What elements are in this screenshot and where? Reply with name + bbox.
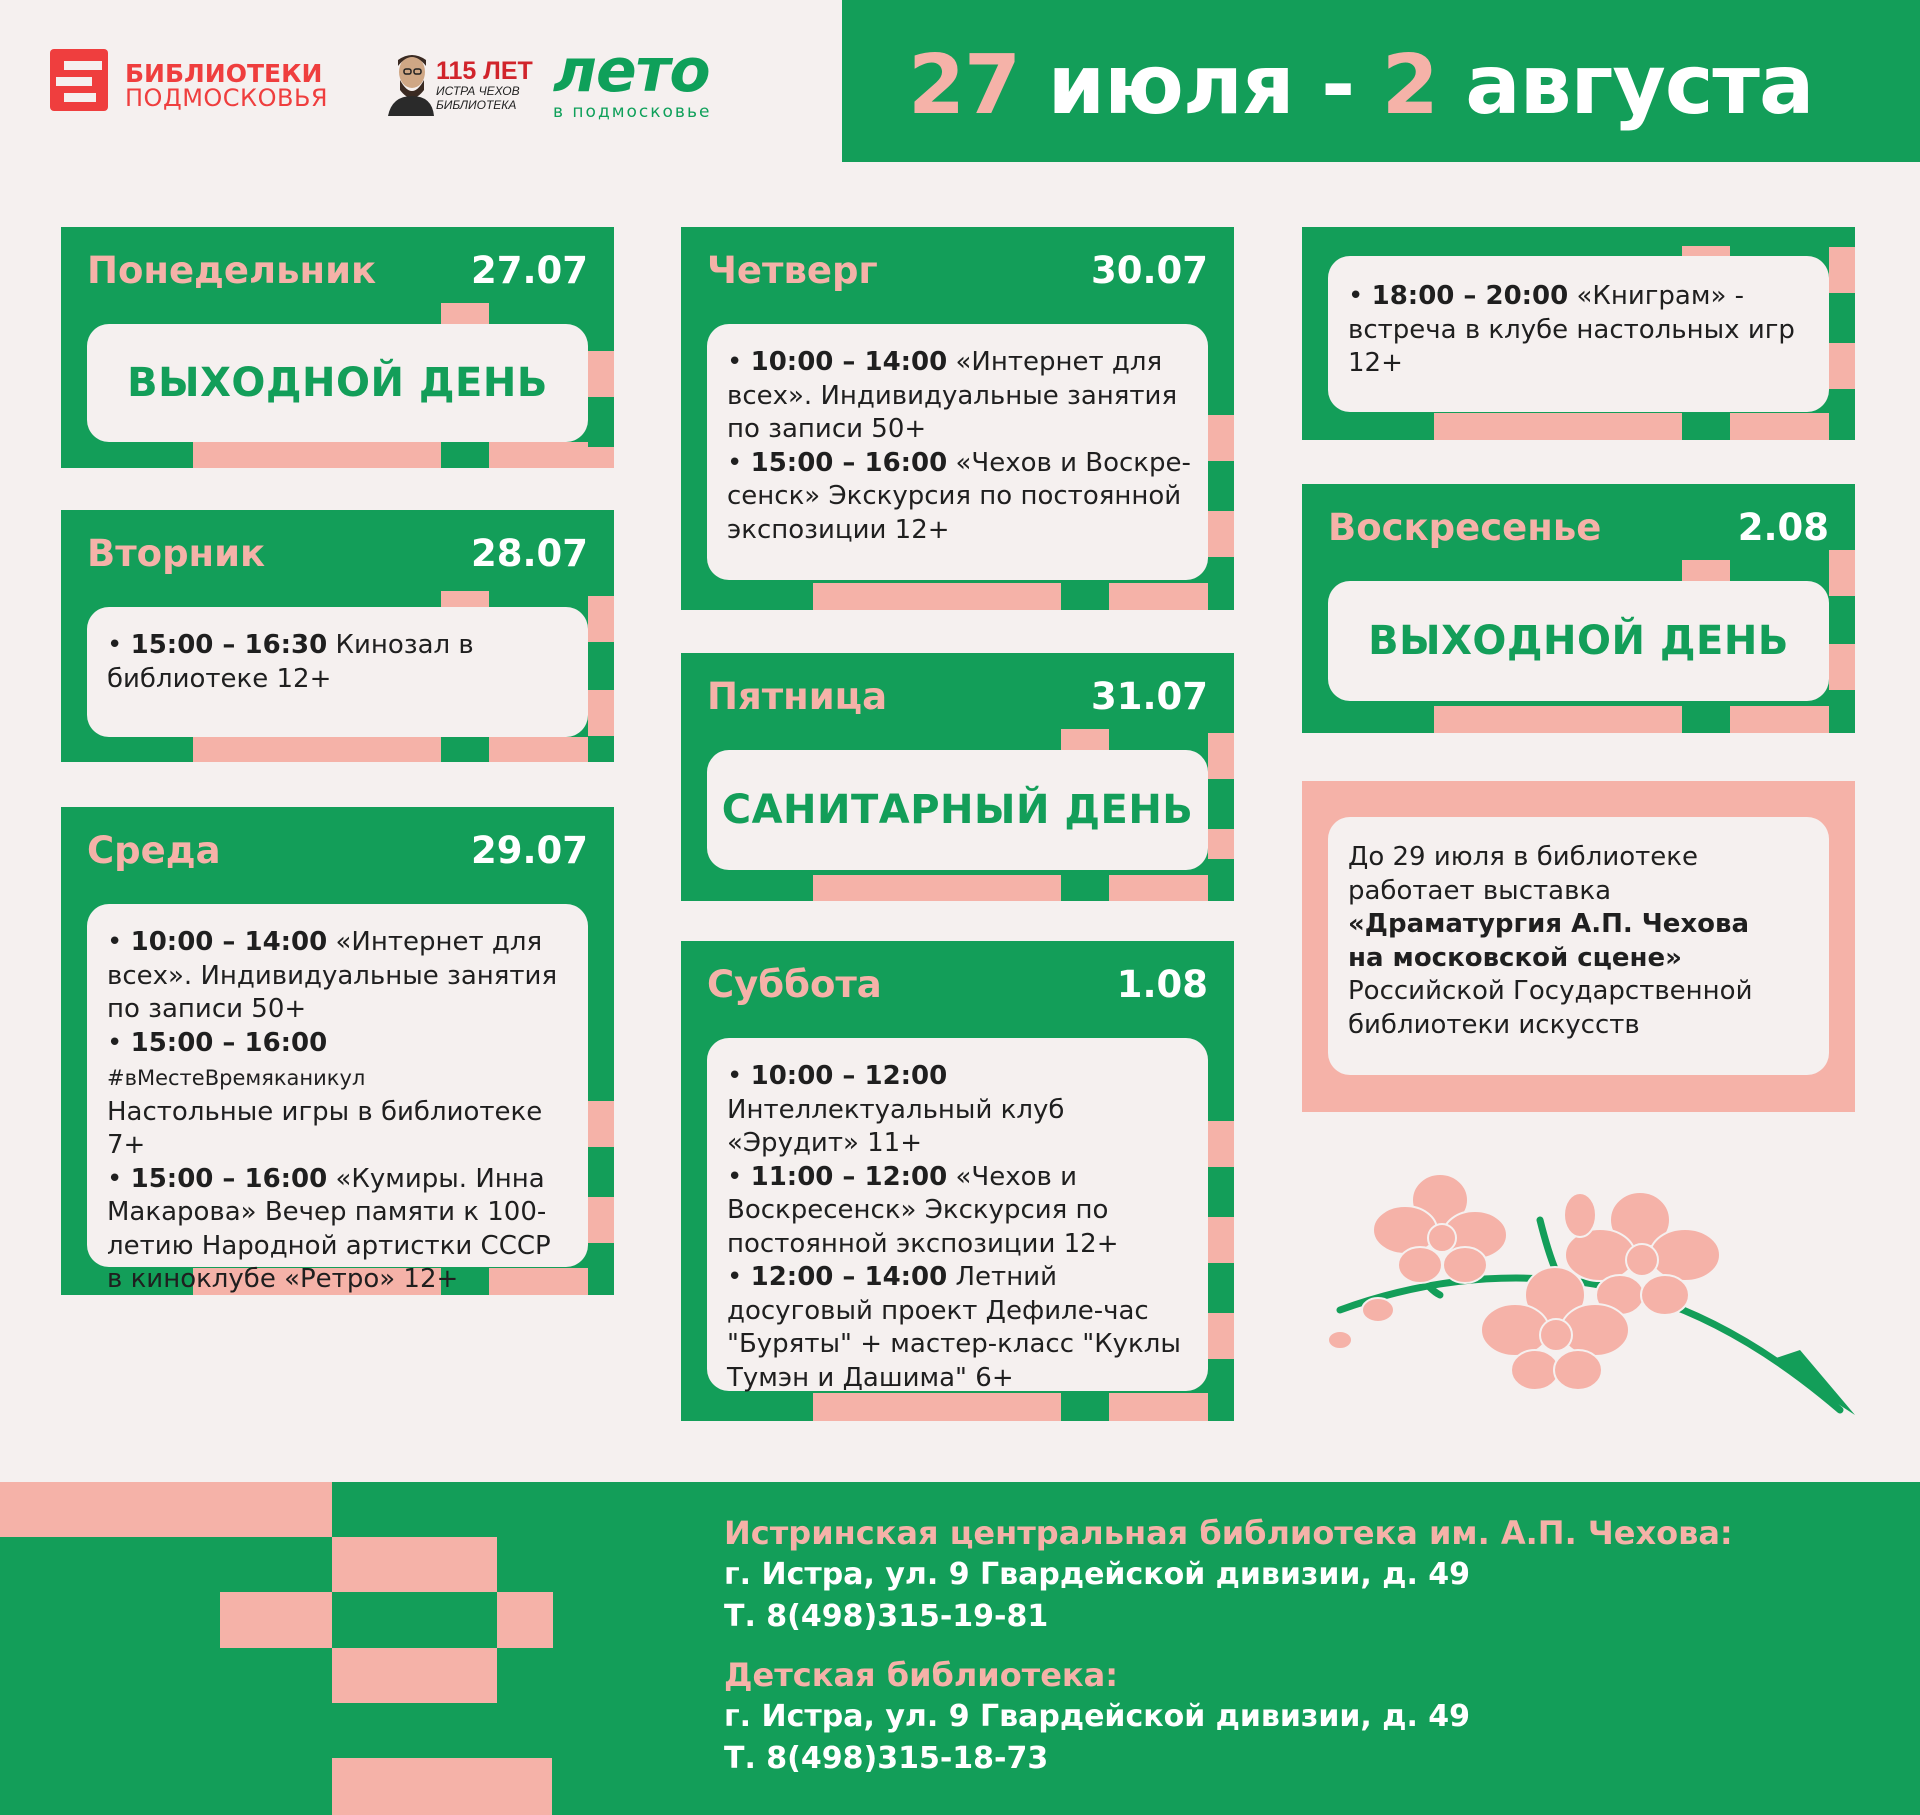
day-card-sunday xyxy=(1302,484,1855,733)
exhibition-line: Российской Государственной xyxy=(1348,976,1753,1006)
sanitary-day-note: САНИТАРНЫЙ ДЕНЬ xyxy=(707,750,1208,870)
day-name: Понедельник xyxy=(87,249,377,292)
event-items xyxy=(727,1060,1192,1395)
day-card-thursday xyxy=(681,227,1234,610)
orchid-flower-icon xyxy=(1300,1160,1860,1420)
event-item: • 15:00 – 16:00 «Кумиры. Инна Макарова» Вечер памяти к 100-летию Народной артистки СССР в киноклубе «Ретро» 12+ xyxy=(107,1163,551,1294)
exhibition-title: «Драматургия А.П. Чехова xyxy=(1348,909,1750,939)
exhibition-text xyxy=(1348,841,1752,1042)
date-range-tail: августа xyxy=(1437,38,1814,133)
event-list xyxy=(87,904,588,1294)
summer-logo xyxy=(553,38,711,122)
day-card-saturday-extra xyxy=(1302,227,1855,440)
day-off-note: ВЫХОДНОЙ ДЕНЬ xyxy=(1328,581,1829,701)
footer-contacts xyxy=(0,1482,1920,1815)
day-card-friday xyxy=(681,653,1234,901)
libraries-logo-line2: ПОДМОСКОВЬЯ xyxy=(125,84,329,112)
summer-logo-subtitle: в подмосковье xyxy=(553,102,712,122)
central-library-title: Истринская центральная библиотека им. А.П. Чехова: xyxy=(724,1514,1733,1552)
day-card-wednesday xyxy=(61,807,614,1295)
day-name: Вторник xyxy=(87,532,266,575)
exhibition-box xyxy=(1328,817,1829,1075)
event-list xyxy=(707,324,1208,580)
anniversary-logo-line2: БИБЛИОТЕКА xyxy=(436,98,517,112)
event-items xyxy=(727,346,1192,547)
day-date: 30.07 xyxy=(1090,249,1208,292)
date-range-title xyxy=(908,38,1813,133)
central-library-address: г. Истра, ул. 9 Гвардейской дивизии, д. 49 xyxy=(724,1557,1471,1592)
exhibition-title: на московской сцене» xyxy=(1348,942,1682,973)
event-item: • 10:00 – 12:00 Интеллектуальный клуб «Эрудит» 11+ xyxy=(727,1061,1065,1158)
exhibition-line: До 29 июля в библиотеке xyxy=(1348,842,1698,872)
day-card-saturday xyxy=(681,941,1234,1421)
day-date: 1.08 xyxy=(1116,963,1208,1006)
event-items xyxy=(107,926,572,1295)
summer-logo-title: лето xyxy=(553,36,710,106)
children-library-address: г. Истра, ул. 9 Гвардейской дивизии, д. 49 xyxy=(724,1699,1471,1734)
chekhov-portrait-icon xyxy=(384,50,436,116)
day-date: 2.08 xyxy=(1737,506,1829,549)
central-library-phone: Т. 8(498)315-19-81 xyxy=(724,1599,1049,1634)
children-library-title: Детская библиотека: xyxy=(724,1656,1119,1694)
event-item: • 15:00 – 16:00 «Чехов и Воскре-сенск» Экскурсия по постоянной экспозиции 12+ xyxy=(727,447,1191,545)
event-list xyxy=(707,1038,1208,1391)
day-card-tuesday xyxy=(61,510,614,762)
day-date: 28.07 xyxy=(470,532,588,575)
event-item: • 11:00 – 12:00 «Чехов и Воскресенск» Экскурсия по постоянной экспозиции 12+ xyxy=(727,1161,1119,1259)
exhibition-line: работает выставка xyxy=(1348,875,1612,906)
event-item: • 18:00 – 20:00 «Книграм» - встреча в клубе настольных игр 12+ xyxy=(1348,281,1795,378)
day-name: Суббота xyxy=(707,963,882,1006)
day-name: Среда xyxy=(87,829,221,872)
event-item: • 12:00 – 14:00 Летний досуговый проект Дефиле-час "Буряты" + мастер-класс "Куклы Тумэн и Дашима" 6+ xyxy=(727,1262,1181,1393)
libraries-logo-line1: БИБЛИОТЕКИ xyxy=(125,59,323,88)
event-item: • 15:00 – 16:00 #вМестеВремяканикул Настольные игры в библиотеке 7+ xyxy=(107,1027,543,1160)
event-item: • 10:00 – 14:00 «Интернет для всех». Индивидуальные занятия по записи 50+ xyxy=(107,927,558,1024)
date-range-banner xyxy=(842,0,1920,162)
event-list xyxy=(87,607,588,737)
event-item: • 15:00 – 16:30 Кинозал в библиотеке 12+ xyxy=(107,630,474,694)
exhibition-line: библиотеки искусств xyxy=(1348,1009,1640,1040)
date-range-start: 27 xyxy=(908,38,1021,133)
event-list xyxy=(1328,256,1829,412)
footer-lines xyxy=(724,1512,1874,1780)
day-name: Пятница xyxy=(707,675,888,718)
anniversary-logo-line1: ИСТРА ЧЕХОВ xyxy=(436,84,520,98)
day-date: 27.07 xyxy=(470,249,588,292)
day-off-note: ВЫХОДНОЙ ДЕНЬ xyxy=(87,324,588,442)
event-item: • 10:00 – 14:00 «Интернет для всех». Индивидуальные занятия по записи 50+ xyxy=(727,347,1178,444)
day-date: 29.07 xyxy=(470,829,588,872)
children-library-phone: Т. 8(498)315-18-73 xyxy=(724,1741,1049,1776)
date-range-middle: июля - xyxy=(1020,38,1382,133)
day-name: Воскресенье xyxy=(1328,506,1602,549)
day-date: 31.07 xyxy=(1090,675,1208,718)
libraries-logo-text xyxy=(125,59,329,112)
anniversary-logo-title: 115 ЛЕТ xyxy=(436,57,533,85)
exhibition-info xyxy=(1302,781,1855,1112)
day-card-monday xyxy=(61,227,614,468)
libraries-logo-icon xyxy=(50,49,108,111)
date-range-end: 2 xyxy=(1381,38,1438,133)
anniversary-logo xyxy=(436,58,533,112)
day-name: Четверг xyxy=(707,249,878,292)
